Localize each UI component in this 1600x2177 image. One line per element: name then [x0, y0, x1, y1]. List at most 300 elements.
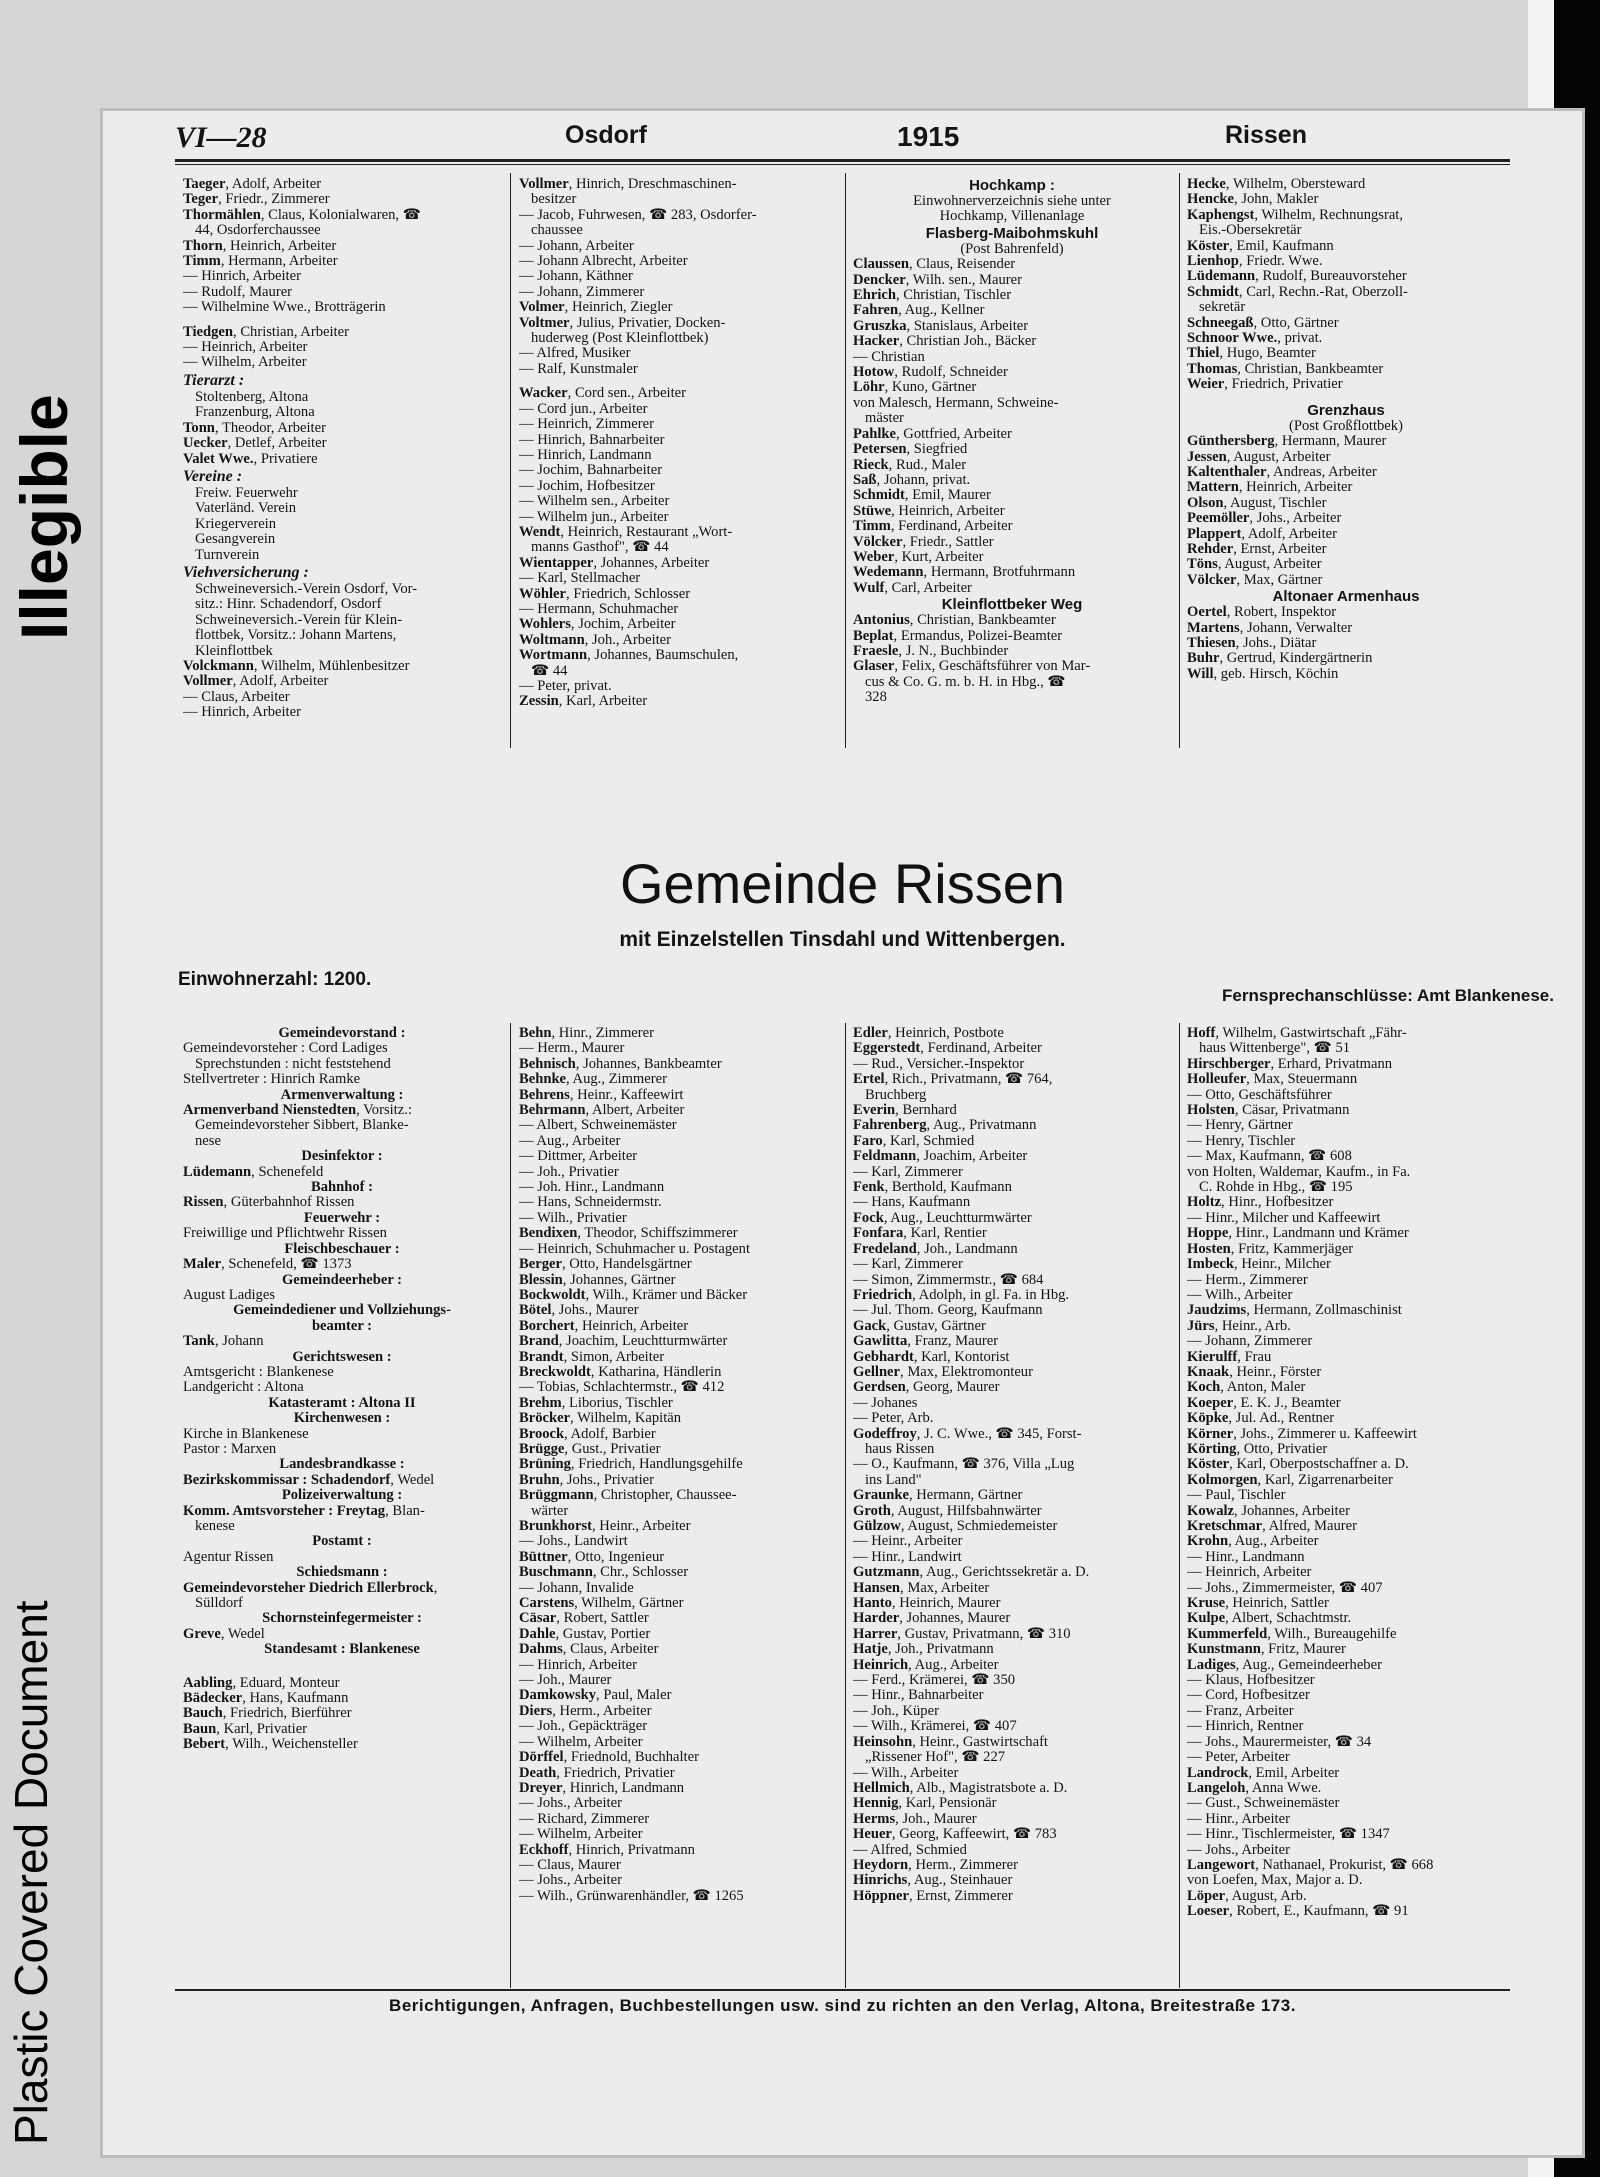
directory-entry: Hennig, Karl, Pensionär [853, 1796, 997, 1812]
directory-entry: Rieck, Rud., Maler [853, 457, 967, 473]
directory-entry: Wedemann, Hermann, Brotfuhrmann [853, 565, 1076, 581]
directory-entry: — Peter, Arb. [853, 1411, 934, 1427]
directory-entry: Lienhop, Friedr. Wwe. [1187, 254, 1323, 270]
directory-entry: — Hinr., Landmann [1187, 1549, 1305, 1565]
directory-entry: Borchert, Heinrich, Arbeiter [519, 1318, 689, 1334]
directory-entry: Kummerfeld, Wilh., Bureaugehilfe [1187, 1626, 1397, 1642]
directory-entry: ☎ 44 [531, 663, 568, 679]
directory-entry: Armenverband Nienstedten, Vorsitz.: [183, 1103, 412, 1119]
directory-entry: — Hinr., Bahnarbeiter [853, 1688, 984, 1704]
directory-entry: Diers, Herm., Arbeiter [519, 1703, 652, 1719]
directory-entry: Stoltenberg, Altona [195, 389, 309, 405]
directory-entry: Löper, August, Arb. [1187, 1888, 1307, 1904]
directory-entry: Beplat, Ermandus, Polizei-Beamter [853, 628, 1063, 644]
directory-entry: Höppner, Ernst, Zimmerer [853, 1888, 1013, 1904]
directory-entry: Sprechstunden : nicht feststehend [195, 1056, 391, 1072]
directory-entry: Völcker, Friedr., Sattler [853, 534, 994, 550]
directory-entry: Teger, Friedr., Zimmerer [183, 192, 330, 208]
directory-entry: — Hinrich, Landmann [519, 447, 652, 463]
directory-entry: — Hermann, Schuhmacher [519, 601, 679, 617]
directory-entry: Rehder, Ernst, Arbeiter [1187, 541, 1327, 557]
spacer [1187, 393, 1505, 402]
directory-entry: — O., Kaufmann, ☎ 376, Villa „Lug [853, 1457, 1075, 1473]
directory-entry: — Paul, Tischler [1187, 1488, 1286, 1504]
directory-entry: Lüdemann, Schenefeld [183, 1164, 324, 1180]
directory-entry: Freiwillige und Pflichtwehr Rissen [183, 1226, 387, 1242]
directory-entry: Dencker, Wilh. sen., Maurer [853, 272, 1022, 288]
directory-entry: Vaterländ. Verein [195, 501, 297, 517]
head-rule [175, 159, 1510, 162]
directory-entry: Gesangverein [195, 532, 276, 548]
directory-entry: — Wilh., Arbeiter [853, 1765, 959, 1781]
directory-entry: — Jochim, Hofbesitzer [519, 478, 655, 494]
directory-entry: Franzenburg, Altona [195, 405, 315, 421]
directory-entry: — Albert, Schweinemäster [519, 1118, 677, 1134]
directory-entry: Mattern, Heinrich, Arbeiter [1187, 480, 1353, 496]
directory-entry: Death, Friedrich, Privatier [519, 1765, 675, 1781]
directory-entry: Maler, Schenefeld, ☎ 1373 [183, 1257, 352, 1273]
directory-entry: — Klaus, Hofbesitzer [1187, 1673, 1315, 1689]
directory-entry: Timm, Hermann, Arbeiter [183, 254, 338, 270]
directory-entry: Hellmich, Alb., Magistratsbote a. D. [853, 1780, 1068, 1796]
directory-entry: Herms, Joh., Maurer [853, 1811, 977, 1827]
directory-entry: Brand, Joachim, Leuchtturmwärter [519, 1334, 728, 1350]
directory-entry: Desinfektor : [301, 1149, 383, 1165]
directory-entry: — Franz, Arbeiter [1187, 1703, 1294, 1719]
directory-entry: Hoppe, Hinr., Landmann und Krämer [1187, 1226, 1409, 1242]
directory-entry: Saß, Johann, privat. [853, 472, 971, 488]
directory-entry: Landrock, Emil, Arbeiter [1187, 1765, 1340, 1781]
directory-entry: Schneegaß, Otto, Gärtner [1187, 315, 1339, 331]
directory-entry: Behnisch, Johannes, Bankbeamter [519, 1056, 722, 1072]
directory-entry: Armenverwaltung : [280, 1087, 404, 1103]
directory-entry: — Johs., Landwirt [519, 1534, 628, 1550]
directory-entry: Amtsgericht : Blankenese [183, 1364, 334, 1380]
directory-entry: Dahms, Claus, Arbeiter [519, 1642, 659, 1658]
directory-entry: Hosten, Fritz, Kammerjäger [1187, 1241, 1354, 1257]
directory-entry: — Jacob, Fuhrwesen, ☎ 283, Osdorfer- [519, 207, 757, 223]
directory-entry: Jaudzims, Hermann, Zollmaschinist [1187, 1303, 1402, 1319]
directory-entry: Schweineversich.-Verein Osdorf, Vor- [195, 581, 418, 597]
directory-entry: Thorn, Heinrich, Arbeiter [183, 238, 337, 254]
directory-page [100, 108, 1585, 2158]
directory-entry: Pastor : Marxen [183, 1441, 277, 1457]
directory-entry: August Ladiges [183, 1287, 276, 1303]
directory-entry: Grenzhaus [1307, 401, 1385, 419]
directory-entry: — Johann Albrecht, Arbeiter [519, 254, 688, 270]
directory-entry: — Wilhelm, Arbeiter [519, 1734, 643, 1750]
directory-entry: Hansen, Max, Arbeiter [853, 1580, 990, 1596]
directory-entry: Schornsteinfegermeister : [262, 1611, 422, 1627]
directory-entry: Brehm, Liborius, Tischler [519, 1395, 673, 1411]
directory-entry: Taeger, Adolf, Arbeiter [183, 177, 322, 192]
directory-entry: Buhr, Gertrud, Kindergärtnerin [1187, 651, 1373, 667]
directory-entry: Behrmann, Albert, Arbeiter [519, 1103, 685, 1119]
directory-entry: Will, geb. Hirsch, Köchin [1187, 666, 1339, 682]
directory-entry: — Hans, Schneidermstr. [519, 1195, 662, 1211]
directory-entry: — Johs., Arbeiter [519, 1873, 622, 1889]
directory-entry: Gack, Gustav, Gärtner [853, 1318, 986, 1334]
directory-entry: — Richard, Zimmerer [519, 1811, 650, 1827]
directory-entry: Knaak, Heinr., Förster [1187, 1364, 1322, 1380]
directory-entry: — Johann, Arbeiter [519, 238, 634, 254]
directory-entry: Wortmann, Johannes, Baumschulen, [519, 648, 739, 664]
directory-entry: ins Land" [865, 1472, 922, 1488]
directory-entry: Fock, Aug., Leuchtturmwärter [853, 1210, 1032, 1226]
running-head-left: Osdorf [565, 121, 647, 149]
directory-entry: Turnverein [195, 547, 260, 563]
directory-entry: Peemöller, Johs., Arbeiter [1187, 511, 1342, 527]
directory-entry: Katasteramt : Altona II [268, 1395, 416, 1411]
directory-entry: Bebert, Wilh., Weichensteller [183, 1737, 358, 1753]
directory-entry: — Heinrich, Arbeiter [183, 340, 308, 356]
directory-entry: Koeper, E. K. J., Beamter [1187, 1395, 1341, 1411]
directory-entry: Vollmer, Hinrich, Dreschmaschinen- [519, 177, 737, 192]
directory-entry: Agentur Rissen [183, 1549, 274, 1565]
directory-entry: — Wilh., Privatier [519, 1210, 627, 1226]
directory-entry: Petersen, Siegfried [853, 442, 968, 458]
directory-entry: Köster, Karl, Oberpostschaffner a. D. [1187, 1457, 1409, 1473]
directory-entry: sitz.: Hinr. Schadendorf, Osdorf [195, 597, 382, 613]
directory-entry: Polizeiverwaltung : [281, 1488, 403, 1504]
directory-entry: Bruhn, Johs., Privatier [519, 1472, 655, 1488]
directory-entry: Fahrenberg, Aug., Privatmann [853, 1118, 1037, 1134]
directory-entry: — Cord jun., Arbeiter [519, 401, 648, 417]
directory-entry: Holtz, Hinr., Hofbesitzer [1187, 1195, 1334, 1211]
directory-entry: — Joh., Privatier [519, 1164, 619, 1180]
bottom-column-3 [853, 1026, 1171, 1986]
directory-entry: Wulf, Carl, Arbeiter [853, 580, 972, 596]
directory-entry: Kunstmann, Fritz, Maurer [1187, 1642, 1346, 1658]
directory-entry: — Heinr., Arbeiter [853, 1534, 963, 1550]
directory-entry: Hoff, Wilhelm, Gastwirtschaft „Fähr- [1187, 1026, 1407, 1041]
bottom-column-4 [1187, 1026, 1505, 1986]
directory-entry: Töns, August, Arbeiter [1187, 557, 1322, 573]
directory-entry: von Loefen, Max, Major a. D. [1187, 1873, 1363, 1889]
directory-entry: — Karl, Zimmerer [853, 1257, 963, 1273]
directory-entry: — Johanes [853, 1395, 918, 1411]
directory-entry: — Ralf, Kunstmaler [519, 361, 638, 377]
directory-entry: Gemeindeerheber : [281, 1272, 403, 1288]
directory-entry: — Karl, Stellmacher [519, 571, 641, 587]
directory-entry: Aabling, Eduard, Monteur [183, 1675, 340, 1691]
directory-entry: Brüggmann, Christopher, Chaussee- [519, 1488, 737, 1504]
spacer [183, 1658, 501, 1667]
directory-entry: Behn, Hinr., Zimmerer [519, 1026, 654, 1041]
directory-entry: Postamt : [312, 1534, 372, 1550]
directory-entry: cus & Co. G. m. b. H. in Hbg., ☎ [865, 674, 1066, 690]
directory-entry: — Wilh., Krämerei, ☎ 407 [853, 1719, 1017, 1735]
directory-entry: Schmidt, Carl, Rechn.-Rat, Oberzoll- [1187, 284, 1408, 300]
directory-entry: — Aug., Arbeiter [519, 1133, 621, 1149]
directory-entry: Kleinflottbeker Weg [941, 596, 1083, 614]
directory-entry: Oertel, Robert, Inspektor [1187, 605, 1337, 621]
directory-entry: Weier, Friedrich, Privatier [1187, 377, 1343, 393]
directory-entry: Edler, Heinrich, Postbote [853, 1026, 1004, 1041]
directory-entry: Wohlers, Jochim, Arbeiter [519, 617, 676, 633]
directory-entry: Fenk, Berthold, Kaufmann [853, 1180, 1012, 1196]
directory-entry: Bröcker, Wilhelm, Kapitän [519, 1411, 682, 1427]
directory-entry: — Hinrich, Arbeiter [183, 269, 301, 285]
directory-entry: — Rud., Versicher.-Inspektor [853, 1056, 1025, 1072]
directory-entry: — Otto, Geschäftsführer [1187, 1087, 1332, 1103]
directory-entry: Dörffel, Friednold, Buchhalter [519, 1750, 699, 1766]
directory-entry: Heuer, Georg, Kaffeewirt, ☎ 783 [853, 1827, 1057, 1843]
directory-entry: Gülzow, August, Schmiedemeister [853, 1519, 1058, 1534]
directory-entry: Rissen, Güterbahnhof Rissen [183, 1195, 355, 1211]
column-divider [845, 173, 846, 748]
directory-entry: Kruse, Heinrich, Sattler [1187, 1596, 1329, 1612]
directory-entry: Kaltenthaler, Andreas, Arbeiter [1187, 464, 1377, 480]
directory-entry: Lüdemann, Rudolf, Bureauvorsteher [1187, 269, 1407, 285]
directory-entry: Antonius, Christian, Bankbeamter [853, 613, 1056, 629]
directory-entry: Gerdsen, Georg, Maurer [853, 1380, 1000, 1396]
population: Einwohnerzahl: 1200. [178, 969, 372, 990]
directory-entry: Pahlke, Gottfried, Arbeiter [853, 426, 1012, 442]
top-column-2 [519, 177, 837, 747]
directory-entry: — Heinrich, Arbeiter [1187, 1565, 1312, 1581]
directory-entry: — Heinrich, Schuhmacher u. Postagent [519, 1241, 751, 1257]
directory-entry: Eis.-Obersekretär [1199, 223, 1302, 239]
directory-entry: — Heinrich, Zimmerer [519, 417, 654, 433]
directory-entry: Schmidt, Emil, Maurer [853, 488, 991, 504]
directory-entry: — Alfred, Musiker [519, 346, 631, 362]
directory-entry: C. Rohde in Hbg., ☎ 195 [1199, 1180, 1353, 1196]
directory-entry: Günthersberg, Hermann, Maurer [1187, 434, 1387, 450]
directory-entry: Schweineversich.-Verein für Klein- [195, 612, 403, 628]
directory-entry: Volckmann, Wilhelm, Mühlenbesitzer [183, 658, 410, 674]
directory-entry: Hecke, Wilhelm, Obersteward [1187, 177, 1366, 192]
directory-entry: Bötel, Johs., Maurer [519, 1303, 639, 1319]
directory-entry: 44, Osdorferchaussee [195, 223, 321, 239]
directory-entry: Bezirkskommissar : Schadendorf, Wedel [183, 1472, 435, 1488]
directory-entry: — Henry, Tischler [1187, 1133, 1296, 1149]
directory-entry: Martens, Johann, Verwalter [1187, 620, 1353, 636]
footer-note: Berichtigungen, Anfragen, Buchbestellungen usw. sind zu richten an den Verlag, Altona, Breitestraße 173. [389, 1996, 1296, 2015]
directory-entry: nese [195, 1133, 221, 1149]
top-column-3 [853, 177, 1171, 747]
directory-entry: manns Gasthof", ☎ 44 [531, 540, 669, 556]
directory-entry: Kowalz, Johannes, Arbeiter [1187, 1503, 1350, 1519]
directory-entry: von Malesch, Hermann, Schweine- [853, 395, 1059, 411]
directory-entry: Harrer, Gustav, Privatmann, ☎ 310 [853, 1626, 1071, 1642]
directory-entry: — Hans, Kaufmann [853, 1195, 971, 1211]
directory-entry: Bockwoldt, Wilh., Krämer und Bäcker [519, 1287, 748, 1303]
directory-entry: Graunke, Hermann, Gärtner [853, 1488, 1023, 1504]
directory-entry: — Wilh., Grünwarenhändler, ☎ 1265 [519, 1888, 744, 1904]
directory-entry: Broock, Adolf, Barbier [519, 1426, 656, 1442]
directory-entry: — Peter, privat. [519, 679, 612, 694]
directory-entry: Fahren, Aug., Kellner [853, 303, 985, 319]
directory-entry: Brandt, Simon, Arbeiter [519, 1349, 665, 1365]
directory-entry: — Joh., Maurer [519, 1673, 612, 1689]
directory-entry: Faro, Karl, Schmied [853, 1133, 975, 1149]
directory-entry: — Wilhelm, Arbeiter [183, 355, 307, 371]
directory-entry: — Johs., Arbeiter [519, 1796, 622, 1812]
directory-entry: Kleinflottbek [195, 643, 273, 659]
directory-entry: Krohn, Aug., Arbeiter [1187, 1534, 1319, 1550]
directory-entry: — Alfred, Schmied [853, 1842, 967, 1858]
directory-entry: — Henry, Gärtner [1187, 1118, 1293, 1134]
directory-entry: — Hinr., Arbeiter [1187, 1811, 1290, 1827]
directory-entry: Kaphengst, Wilhelm, Rechnungsrat, [1187, 207, 1404, 223]
directory-entry: Gemeindevorstand : [278, 1026, 406, 1041]
directory-entry: Fraesle, J. N., Buchbinder [853, 643, 1009, 659]
directory-entry: — Wilhelm, Arbeiter [519, 1827, 643, 1843]
directory-entry: Sülldorf [195, 1596, 243, 1612]
directory-entry: — Christian [853, 349, 925, 365]
directory-entry: Vollmer, Adolf, Arbeiter [183, 674, 329, 690]
directory-entry: Kulpe, Albert, Schachtmstr. [1187, 1611, 1352, 1627]
directory-entry: Voltmer, Julius, Privatier, Docken- [519, 315, 726, 331]
directory-entry: Gebhardt, Karl, Kontorist [853, 1349, 1010, 1365]
directory-entry: Behrens, Heinr., Kaffeewirt [519, 1087, 684, 1103]
directory-entry: — Max, Kaufmann, ☎ 608 [1187, 1149, 1352, 1165]
page-number: VI—28 [175, 121, 267, 154]
directory-entry: Blessin, Johannes, Gärtner [519, 1272, 676, 1288]
directory-entry: Gawlitta, Franz, Maurer [853, 1334, 999, 1350]
page-title: Gemeinde Rissen [619, 852, 1066, 915]
directory-entry: — Johs., Arbeiter [1187, 1842, 1290, 1858]
directory-entry: Fonfara, Karl, Rentier [853, 1226, 987, 1242]
directory-entry: Eggerstedt, Ferdinand, Arbeiter [853, 1041, 1042, 1057]
directory-entry: Ehrich, Christian, Tischler [853, 288, 1012, 304]
directory-entry: Gemeindevorsteher Diedrich Ellerbrock, [183, 1580, 438, 1596]
directory-entry: — Hinrich, Arbeiter [519, 1657, 637, 1673]
directory-entry: Langeloh, Anna Wwe. [1187, 1780, 1322, 1796]
directory-entry: Körner, Johs., Zimmerer u. Kaffeewirt [1187, 1426, 1417, 1442]
directory-entry: — Herm., Zimmerer [1187, 1272, 1308, 1288]
directory-entry: Feuerwehr : [303, 1210, 381, 1226]
directory-entry: besitzer [531, 192, 577, 208]
directory-entry: Gutzmann, Aug., Gerichtssekretär a. D. [853, 1565, 1090, 1581]
directory-entry: chaussee [531, 223, 583, 239]
directory-entry: Hatje, Joh., Privatmann [853, 1642, 994, 1658]
directory-entry: Fredeland, Joh., Landmann [853, 1241, 1018, 1257]
directory-entry: — Wilhelmine Wwe., Brotträgerin [183, 300, 386, 316]
directory-entry: Tonn, Theodor, Arbeiter [183, 420, 326, 436]
directory-entry: — Johann, Zimmerer [519, 284, 645, 300]
directory-entry: Thiesen, Johs., Diätar [1187, 635, 1317, 651]
directory-entry: kenese [195, 1519, 235, 1534]
directory-entry: Olson, August, Tischler [1187, 495, 1327, 511]
directory-entry: Kirche in Blankenese [183, 1426, 309, 1442]
directory-entry: Wendt, Heinrich, Restaurant „Wort- [519, 524, 733, 540]
directory-entry: Jessen, August, Arbeiter [1187, 449, 1331, 465]
directory-entry: Gemeindediener und Vollziehungs- [233, 1303, 451, 1319]
running-head [175, 121, 1510, 157]
directory-entry: Loeser, Robert, E., Kaufmann, ☎ 91 [1187, 1904, 1409, 1920]
directory-entry: Kolmorgen, Karl, Zigarrenarbeiter [1187, 1472, 1393, 1488]
directory-entry: Thormählen, Claus, Kolonialwaren, ☎ [183, 207, 421, 223]
directory-entry: Fleischbeschauer : [284, 1241, 400, 1257]
column-divider [510, 173, 511, 748]
directory-entry: Freiw. Feuerwehr [195, 485, 298, 501]
directory-entry: — Gust., Schweinemäster [1187, 1796, 1340, 1812]
directory-entry: Kriegerverein [195, 516, 277, 532]
directory-entry: Wacker, Cord sen., Arbeiter [519, 386, 686, 402]
directory-entry: Völcker, Max, Gärtner [1187, 572, 1323, 588]
directory-entry: Godeffroy, J. C. Wwe., ☎ 345, Forst- [853, 1426, 1082, 1442]
running-head-year: 1915 [897, 121, 960, 152]
running-head-right: Rissen [1225, 121, 1307, 149]
directory-entry: Dreyer, Hinrich, Landmann [519, 1780, 685, 1796]
directory-entry: von Holten, Waldemar, Kaufm., in Fa. [1187, 1164, 1411, 1180]
directory-entry: Standesamt : Blankenese [264, 1642, 420, 1658]
directory-entry: Landesbrandkasse : [279, 1457, 405, 1473]
directory-entry: Groth, August, Hilfsbahnwärter [853, 1503, 1042, 1519]
directory-entry: haus Wittenberge", ☎ 51 [1199, 1041, 1351, 1057]
directory-entry: — Jul. Thom. Georg, Kaufmann [853, 1303, 1043, 1319]
directory-entry: Dahle, Gustav, Portier [519, 1626, 651, 1642]
directory-entry: Altonaer Armenhaus [1272, 588, 1420, 606]
directory-entry: Hirschberger, Erhard, Privatmann [1187, 1056, 1393, 1072]
directory-entry: — Herm., Maurer [519, 1041, 625, 1057]
directory-entry: — Rudolf, Maurer [183, 284, 293, 300]
directory-entry: Valet Wwe., Privatiere [183, 451, 318, 467]
spacer [183, 1667, 501, 1676]
directory-entry: Buschmann, Chr., Schlosser [519, 1565, 689, 1581]
bottom-column-2 [519, 1026, 837, 1986]
directory-entry: Vereine : [183, 467, 243, 485]
directory-entry: — Hinrich, Arbeiter [183, 705, 301, 721]
column-divider [845, 1023, 846, 1988]
directory-entry: Everin, Bernhard [853, 1103, 957, 1119]
directory-entry: — Wilh., Arbeiter [1187, 1287, 1293, 1303]
directory-entry: Büttner, Otto, Ingenieur [519, 1549, 665, 1565]
directory-entry: Komm. Amtsvorsteher : Freytag, Blan- [183, 1503, 425, 1519]
directory-entry: Hinrichs, Aug., Steinhauer [853, 1873, 1013, 1889]
directory-entry: Glaser, Felix, Geschäftsführer von Mar- [853, 659, 1091, 675]
directory-entry: Hanto, Heinrich, Maurer [853, 1596, 1001, 1612]
directory-entry: — Dittmer, Arbeiter [519, 1149, 638, 1165]
directory-entry: 328 [865, 690, 887, 706]
directory-entry: — Hinrich, Bahnarbeiter [519, 432, 665, 448]
directory-entry: flottbek, Vorsitz.: Johann Martens, [195, 628, 397, 644]
directory-entry: — Jochim, Bahnarbeiter [519, 463, 663, 479]
directory-entry: Hochkamp : [969, 177, 1055, 194]
footer-rule [175, 1989, 1510, 1991]
directory-entry: — Johann, Käthner [519, 269, 633, 285]
top-column-4 [1187, 177, 1505, 747]
directory-entry: Wientapper, Johannes, Arbeiter [519, 555, 710, 571]
directory-entry: Heinsohn, Heinr., Gastwirtschaft [853, 1734, 1048, 1750]
directory-entry: Claussen, Claus, Reisender [853, 257, 1016, 273]
directory-entry: Hacker, Christian Joh., Bäcker [853, 334, 1037, 350]
directory-entry: Kretschmar, Alfred, Maurer [1187, 1519, 1357, 1534]
directory-entry: (Post Großflottbek) [1289, 418, 1403, 434]
directory-entry: Greve, Wedel [183, 1626, 265, 1642]
top-column-1 [183, 177, 501, 747]
directory-entry: Wöhler, Friedrich, Schlosser [519, 586, 691, 602]
directory-entry: haus Rissen [865, 1441, 935, 1457]
directory-entry: Holleufer, Max, Steuermann [1187, 1072, 1358, 1088]
directory-entry: Brüning, Friedrich, Handlungsgehilfe [519, 1457, 743, 1473]
directory-entry: Viehversicherung : [183, 563, 309, 581]
directory-entry: Weber, Kurt, Arbeiter [853, 549, 984, 565]
directory-entry: (Post Bahrenfeld) [960, 241, 1064, 257]
directory-entry: Tierarzt : [183, 371, 245, 389]
plastic-covered-label: Plastic Covered Document [5, 1600, 57, 2145]
directory-entry: Bauch, Friedrich, Bierführer [183, 1706, 352, 1722]
directory-entry: Feldmann, Joachim, Arbeiter [853, 1149, 1028, 1165]
directory-entry: Kirchenwesen : [293, 1411, 391, 1427]
directory-entry: Heydorn, Herm., Zimmerer [853, 1857, 1018, 1873]
directory-entry: Bädecker, Hans, Kaufmann [183, 1691, 349, 1707]
directory-entry: „Rissener Hof", ☎ 227 [865, 1750, 1006, 1766]
directory-entry: Plappert, Adolf, Arbeiter [1187, 526, 1337, 542]
directory-entry: sekretär [1199, 300, 1246, 316]
